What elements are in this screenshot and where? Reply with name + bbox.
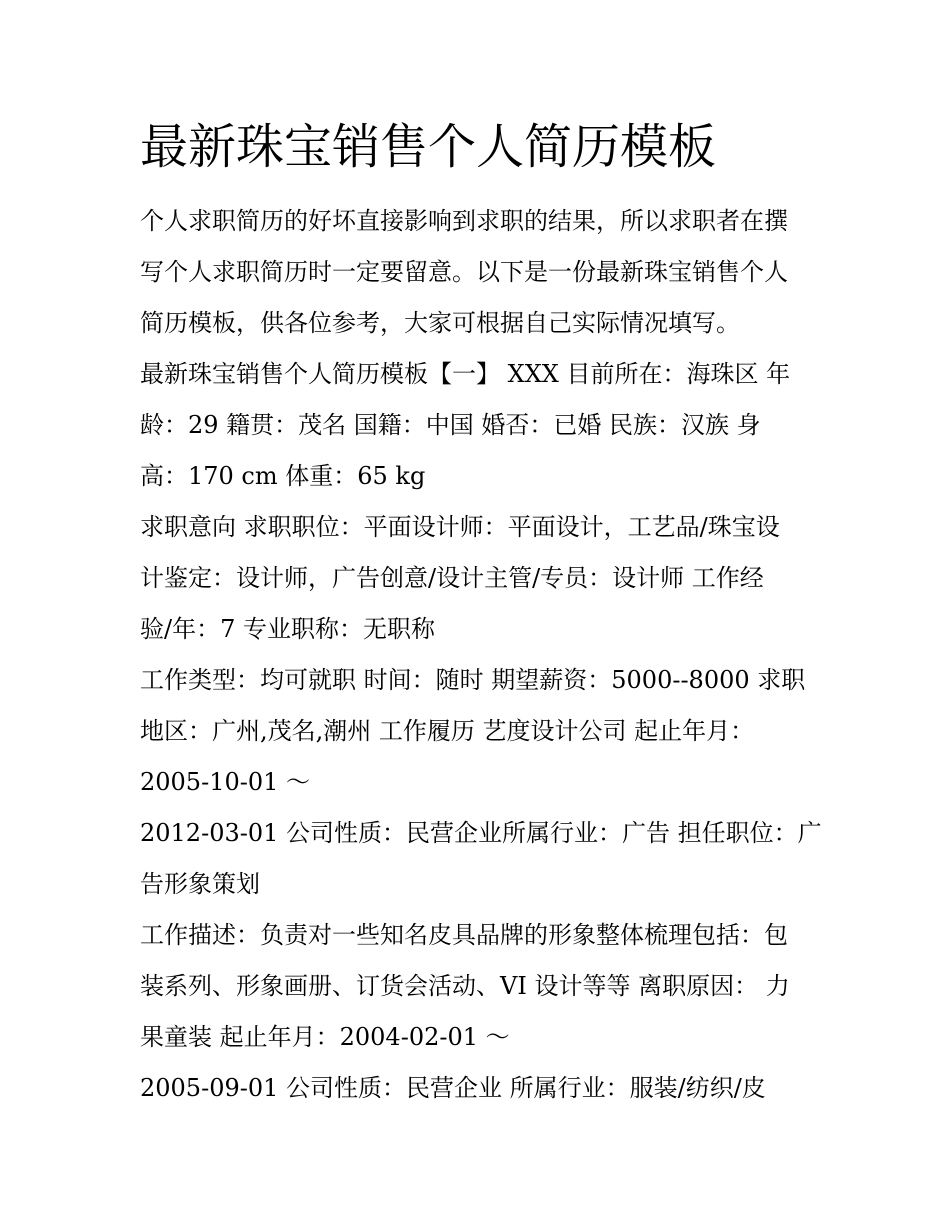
body-text-line: 果童装 起止年月：2004-02-01 ～: [140, 1023, 510, 1051]
body-text-line: 2005-10-01 ～: [140, 768, 311, 796]
body-text-line: 装系列、形象画册、订货会活动、VI 设计等等 离职原因： 力: [140, 972, 790, 1000]
body-text-line: 求职意向 求职职位：平面设计师：平面设计，工艺品/珠宝设: [140, 513, 780, 541]
body-text-line: 工作类型：均可就职 时间：随时 期望薪资：5000--8000 求职: [140, 666, 806, 694]
body-text-line: 简历模板，供各位参考，大家可根据自己实际情况填写。: [140, 309, 740, 337]
body-text-line: 2005-09-01 公司性质：民营企业 所属行业：服装/纺织/皮: [140, 1074, 766, 1102]
body-text-line: 高：170 cm 体重：65 kg: [140, 462, 426, 490]
page-title: 最新珠宝销售个人简历模板: [140, 119, 717, 175]
body-text-line: 2012-03-01 公司性质：民营企业所属行业：广告 担任职位：广: [140, 819, 822, 847]
body-text-line: 计鉴定：设计师，广告创意/设计主管/专员：设计师 工作经: [140, 564, 764, 592]
body-text-line: 告形象策划: [140, 870, 260, 898]
body-text-line: 龄：29 籍贯：茂名 国籍：中国 婚否：已婚 民族：汉族 身: [140, 411, 761, 439]
body-text-line: 个人求职简历的好坏直接影响到求职的结果，所以求职者在撰: [140, 207, 788, 235]
body-text-line: 写个人求职简历时一定要留意。以下是一份最新珠宝销售个人: [140, 258, 788, 286]
body-text-line: 最新珠宝销售个人简历模板【一】 XXX 目前所在：海珠区 年: [140, 360, 791, 388]
body-text-line: 验/年：7 专业职称：无职称: [140, 615, 435, 643]
body-text-line: 地区：广州,茂名,潮州 工作履历 艺度设计公司 起止年月：: [140, 717, 755, 745]
body-text-line: 工作描述：负责对一些知名皮具品牌的形象整体梳理包括：包: [140, 921, 788, 949]
